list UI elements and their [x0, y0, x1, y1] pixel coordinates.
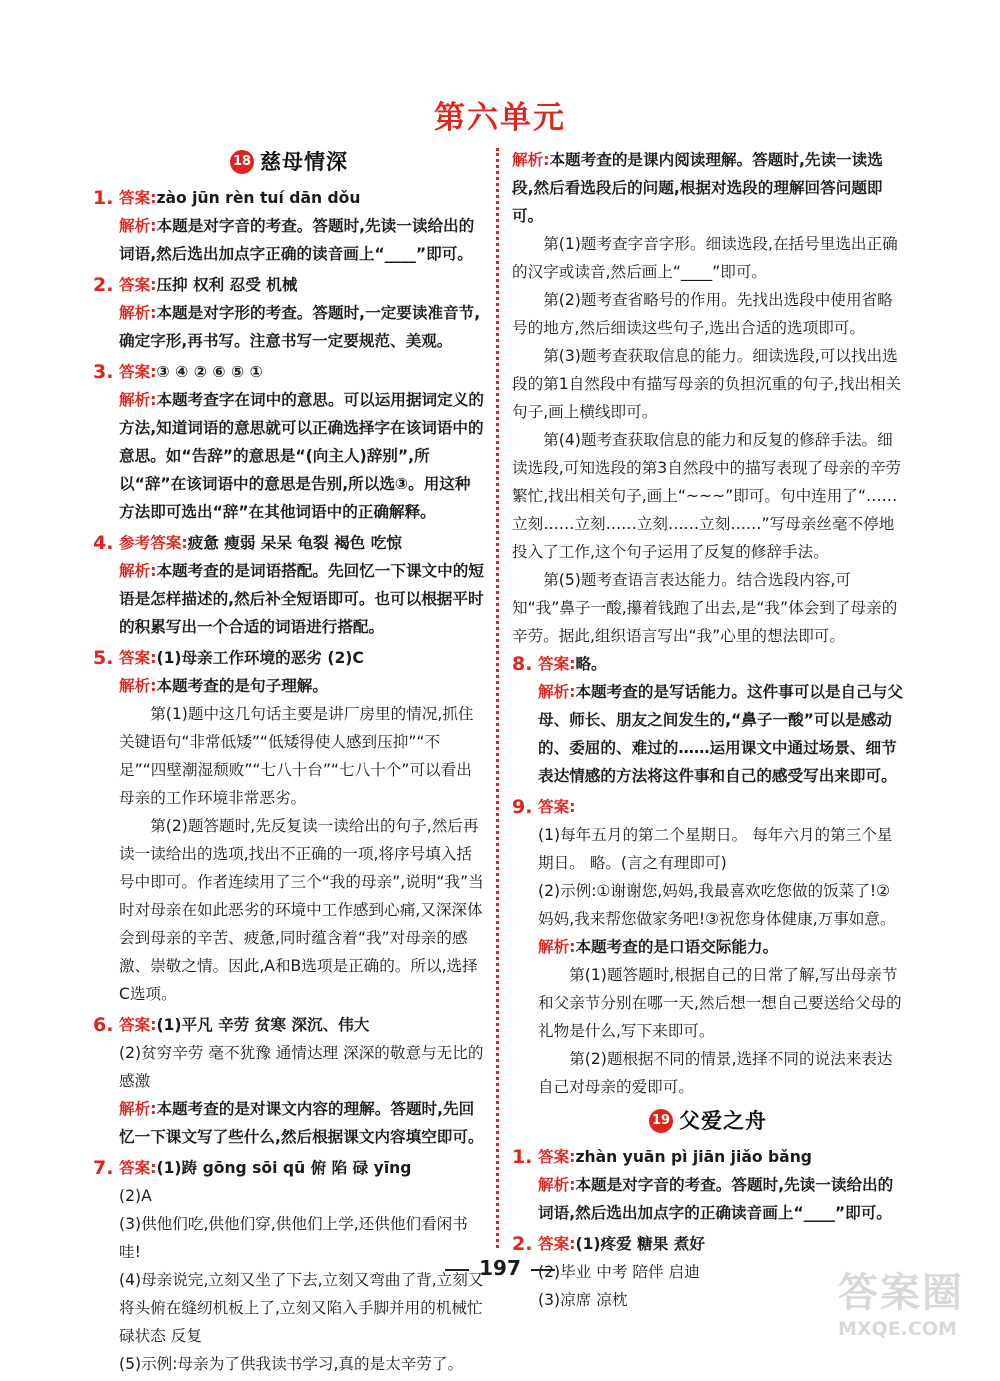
- sub-answer: (3)凉席 凉枕: [538, 1291, 628, 1309]
- question-number: 3.: [93, 361, 114, 383]
- answer-text: 本题考查的是词语搭配。先回忆一下课文中的短语是怎样描述的,然后补全短语即可。也可以根据平时的积累写出一个合适的词语进行搭配。: [119, 562, 484, 636]
- answer-line: [119, 1095, 485, 1151]
- unit-title: 第六单元: [434, 100, 566, 136]
- answer-tag: 答案:: [119, 1159, 157, 1177]
- answer-line: [538, 678, 904, 790]
- question-number: 2.: [512, 1233, 533, 1255]
- explanation-paragraph: 第(1)题中这几句话主要是讲厂房里的情况,抓住关键语句“非常低矮”“低矮得使人感到压抑”“不足”“四壁潮湿颓败”“七八十台”“七八十个”可以看出母亲的工作环境非常恶劣。: [119, 705, 474, 807]
- sub-answer: (2)贫穷辛劳 毫不犹豫 通情达理 深深的敬意与无比的感激: [119, 1044, 484, 1090]
- footer-dash-right: [531, 1269, 555, 1271]
- answer-tag: 答案:: [119, 276, 157, 294]
- explanation-paragraph: 第(4)题考查获取信息的能力和反复的修辞手法。细读选段,可知选段的第3自然段中的描写表现了母亲的辛劳繁忙,找出相关句子,画上“~~~”即可。句中连用了“……立刻……立刻……立刻……立刻……”写母亲丝毫不停地投入了工作,这个句子运用了反复的修辞手法。: [512, 431, 902, 561]
- answer-text: 本题考查的是写话能力。这件事可以是自己与父母、师长、朋友之间发生的,“鼻子一酸”可以是感动的、委屈的、难过的……运用课文中通过场景、细节表达情感的方法将这件事和自己的感受写出来即可。: [538, 683, 903, 785]
- answer-line: [512, 146, 904, 230]
- question-number: 5.: [93, 647, 114, 669]
- answer-line: [119, 299, 485, 355]
- answer-text: 略。: [575, 655, 607, 673]
- answer-tag: 解析:: [119, 217, 157, 235]
- explanation-paragraph: 第(2)题根据不同的情景,选择不同的说法来表达自己对母亲的爱即可。: [538, 1050, 893, 1096]
- question-item: [93, 358, 485, 526]
- answer-tag: 解析:: [119, 562, 157, 580]
- sub-answer: (2)示例:①谢谢您,妈妈,我最喜欢吃您做的饭菜了!②妈妈,我来帮您做家务吧!③祝您身体健康,万事如意。: [538, 882, 896, 928]
- answer-tag: 解析:: [119, 677, 157, 695]
- answer-line: [119, 672, 485, 700]
- answer-line: [119, 271, 485, 299]
- answer-line: [119, 358, 485, 386]
- explanation-paragraph: 第(1)题答题时,根据自己的日常了解,写出母亲节和父亲节分别在哪一天,然后想一想自己要送给父母的礼物是什么,写下来即可。: [538, 966, 902, 1040]
- answer-line: [119, 529, 485, 557]
- question-item: [512, 650, 904, 790]
- answer-text: ③ ④ ② ⑥ ⑤ ①: [156, 363, 263, 381]
- lesson-heading-2: [512, 1105, 904, 1137]
- question-number: 6.: [93, 1014, 114, 1036]
- answer-tag: 答案:: [119, 649, 157, 667]
- column-divider: [496, 148, 499, 1248]
- answer-tag: 参考答案:: [119, 534, 188, 552]
- answer-tag: 答案:: [119, 1016, 157, 1034]
- answer-text: (1)疼爱 糖果 煮好: [575, 1235, 705, 1253]
- question-number: 2.: [93, 274, 114, 296]
- answer-line: [119, 212, 485, 268]
- answer-line: [119, 1011, 485, 1039]
- explanation-paragraph: 第(5)题考查语言表达能力。结合选段内容,可知“我”鼻子一酸,攥着钱跑了出去,是“我”体会到了母亲的辛劳。据此,组织语言写出“我”心里的想法即可。: [512, 571, 898, 645]
- answer-line: [119, 644, 485, 672]
- watermark-url: MXQE.COM: [838, 1318, 957, 1340]
- sub-answer: (2)毕业 中考 陪伴 启迪: [538, 1263, 700, 1281]
- question-item: [93, 644, 485, 1008]
- answer-tag: 答案:: [538, 655, 576, 673]
- lesson-title: 慈母情深: [260, 150, 348, 174]
- answer-text: 本题考查的是课内阅读理解。答题时,先读一读选段,然后看选段后的问题,根据对选段的理解回答问题即可。: [512, 151, 883, 225]
- answer-text: zhàn yuān pì jiān jiǎo bǎng: [575, 1148, 812, 1166]
- answer-tag: 解析:: [119, 304, 157, 322]
- answer-text: 压抑 权利 忍受 机械: [156, 276, 298, 294]
- sub-answer: (2)A: [119, 1187, 152, 1205]
- answer-text: (1)踌 gōng sōi qū 俯 陷 碌 yīng: [156, 1159, 412, 1177]
- answer-tag: 解析:: [512, 151, 550, 169]
- question-number: 1.: [512, 1146, 533, 1168]
- question-item: [93, 271, 485, 355]
- lesson-heading: [93, 146, 485, 178]
- sub-answer: (4)母亲说完,立刻又坐了下去,立刻又弯曲了背,立刻又将头俯在缝纫机板上了,立刻又陷入手脚并用的机械忙碌状态 反复: [119, 1271, 484, 1345]
- lesson-title: 父爱之舟: [679, 1109, 767, 1133]
- page-number: 197: [479, 1256, 521, 1280]
- left-column: [93, 146, 485, 1381]
- answer-tag: 解析:: [538, 683, 576, 701]
- answer-tag: 解析:: [538, 938, 576, 956]
- explanation-paragraph: 第(2)题答题时,先反复读一读给出的句子,然后再读一读给出的选项,找出不正确的一项,将序号填入括号中即可。作者连续用了三个“我的母亲”,说明“我”当时对母亲在如此恶劣的环境中工作感到心痛,又深深体会到母亲的辛苦、疲惫,同时蕴含着“我”对母亲的感激、崇敬之情。因此,A和B选项是正确的。所以,选择C选项。: [119, 817, 484, 1003]
- answer-line: [119, 557, 485, 641]
- answer-tag: 答案:: [119, 189, 157, 207]
- answer-line: [538, 1143, 904, 1171]
- question-number: 9.: [512, 796, 533, 818]
- watermark-text: 答案圈: [838, 1270, 964, 1316]
- question-number: 8.: [512, 653, 533, 675]
- answer-tag: 答案:: [119, 363, 157, 381]
- answer-line: [538, 1171, 904, 1227]
- footer-dash-left: [445, 1269, 469, 1271]
- answer-tag: 答案:: [538, 1235, 576, 1253]
- question-item: [512, 793, 904, 1101]
- answer-text: 本题是对字音的考查。答题时,先读一读给出的词语,然后选出加点字正确的读音画上“____”即可。: [119, 217, 475, 263]
- explanation-paragraph: 第(1)题考查字音字形。细读选段,在括号里选出正确的汉字或读音,然后画上“____”即可。: [512, 235, 898, 281]
- answer-line: [119, 184, 485, 212]
- answer-text: 疲惫 瘦弱 呆呆 龟裂 褐色 吃惊: [187, 534, 402, 552]
- answer-text: 本题是对字形的考查。答题时,一定要读准音节,确定字形,再书写。注意书写一定要规范、美观。: [119, 304, 481, 350]
- question-item: [93, 184, 485, 268]
- answer-text: 本题是对字音的考查。答题时,先读一读给出的词语,然后选出加点字的正确读音画上“____”即可。: [538, 1176, 894, 1222]
- answer-text: 本题考查的是口语交际能力。: [575, 938, 779, 956]
- question-item: [93, 1011, 485, 1151]
- lesson-number-badge: 19: [649, 1109, 673, 1133]
- question-number: 4.: [93, 532, 114, 554]
- watermark-logo: [838, 1261, 988, 1353]
- explanation-paragraph: 第(2)题考查省略号的作用。先找出选段中使用省略号的地方,然后细读这些句子,选出合适的选项即可。: [512, 291, 893, 337]
- answer-tag: 解析:: [119, 391, 157, 409]
- answer-text: 本题考查的是句子理解。: [156, 677, 328, 695]
- answer-text: (1)平凡 辛劳 贫寒 深沉、伟大: [156, 1016, 370, 1034]
- question-item: [512, 1143, 904, 1227]
- answer-line: [538, 933, 904, 961]
- answer-text: zào jūn rèn tuí dān dǒu: [156, 189, 361, 207]
- answer-line: [538, 793, 904, 821]
- answer-text: (1)母亲工作环境的恶劣 (2)C: [156, 649, 364, 667]
- answer-text: 本题考查的是对课文内容的理解。答题时,先回忆一下课文写了些什么,然后根据课文内容填空即可。: [119, 1100, 484, 1146]
- answer-tag: 答案:: [538, 798, 576, 816]
- answer-line: [538, 650, 904, 678]
- answer-line: [119, 1154, 485, 1182]
- explanation-paragraph: 第(3)题考查获取信息的能力。细读选段,可以找出选段的第1自然段中有描写母亲的负担沉重的句子,找出相关句子,画上横线即可。: [512, 347, 902, 421]
- answer-line: [119, 386, 485, 526]
- lesson-number-badge: 18: [230, 150, 254, 174]
- right-column: [512, 146, 904, 1317]
- answer-tag: 答案:: [538, 1148, 576, 1166]
- question-number: 7.: [93, 1157, 114, 1179]
- answer-text: 本题考查字在词中的意思。可以运用据词定义的方法,知道词语的意思就可以正确选择字在该词语中的意思。如“告辞”的意思是“(向主人)辞别”,所以“辞”在该词语中的意思是告别,所以选③。用这种方法即可选出“辞”在其他词语中的正确解释。: [119, 391, 484, 521]
- answer-line: [538, 1230, 904, 1258]
- question-number: 1.: [93, 187, 114, 209]
- question-item: [93, 529, 485, 641]
- sub-answer: (5)示例:母亲为了供我读书学习,真的是太辛劳了。: [119, 1355, 464, 1373]
- answer-tag: 解析:: [119, 1100, 157, 1118]
- sub-answer: (3)供他们吃,供他们穿,供他们上学,还供他们看闲书哇!: [119, 1215, 468, 1261]
- answer-tag: 解析:: [538, 1176, 576, 1194]
- sub-answer: (1)每年五月的第二个星期日。 每年六月的第三个星期日。 略。(言之有理即可): [538, 826, 893, 872]
